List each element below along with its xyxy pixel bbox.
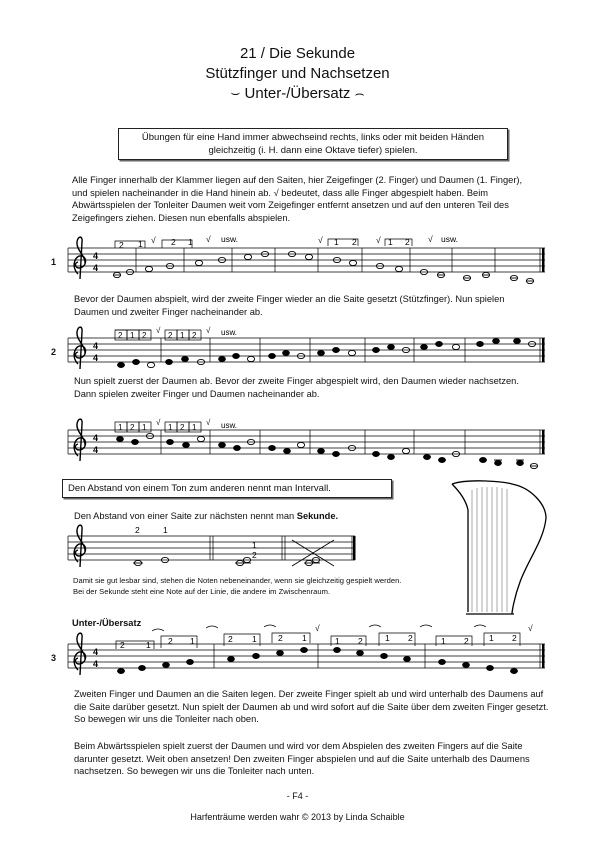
check-mark: √: [156, 418, 161, 427]
finger-number: 1: [138, 239, 143, 249]
staff-1: [68, 234, 545, 284]
finger-number: 2: [464, 636, 469, 646]
finger-number: 2: [352, 237, 357, 247]
time-signature: 4: [93, 659, 99, 669]
page-title: 21 / Die Sekunde: [239, 45, 356, 62]
check-mark: √: [151, 235, 156, 245]
staff-2b: [68, 418, 545, 469]
finger-number: 2: [168, 636, 173, 646]
small-note-text: Damit sie gut lesbar sind, stehen die Noten nebeneinander, wenn sie gleichzeitig gespielt werden. Bei der Sekunde steht eine Note auf der Linie, die andere im Zwischenraum.: [73, 576, 402, 596]
finger-number: 1: [168, 423, 173, 432]
instruction-box: Übungen für eine Hand immer abwechseind rechts, links oder mit beiden Händen gleichzeitig (i. H. dann eine Oktave tiefer) spielen.: [118, 128, 508, 160]
finger-number: 1: [130, 331, 135, 340]
finger-number: 2: [171, 237, 176, 247]
finger-number: 2: [512, 633, 517, 643]
finger-number: 1: [335, 636, 340, 646]
finger-number: 2: [180, 423, 185, 432]
time-signature: 4: [93, 263, 99, 273]
check-mark: √: [315, 623, 320, 633]
page-number: - F4 -: [286, 791, 309, 801]
check-mark: √: [428, 234, 433, 244]
finger-number: 2: [228, 634, 233, 644]
finger-number: 1: [385, 633, 390, 643]
row-number: 1: [51, 257, 57, 267]
finger-number: 1: [388, 237, 393, 247]
finger-number: 2: [135, 525, 140, 535]
time-signature: 4: [93, 341, 99, 351]
finger-number: 1: [252, 540, 257, 550]
row-number: 3: [51, 653, 57, 663]
finger-number: 2: [252, 550, 257, 560]
sekunde-bold: Sekunde.: [296, 511, 339, 521]
check-mark: √: [376, 235, 381, 245]
text-stuetzfinger: Bevor der Daumen abspielt, wird der zweite Finger wieder an die Saite gesetzt (Stützfinger). Nun spielen Daumen und zweiter Finger nacheinander ab.: [74, 294, 505, 317]
text-untersatz: Zweiten Finger und Daumen an die Saiten legen. Der zweite Finger spielt ab und wird unterhalb des Daumens auf die Saite darüber gesetzt. Nun spielt der Daumen ab und wird sofort auf die Saite über dem zweiten Finger gesetzt. So bewegen wir uns die Tonleiter nach oben.: [74, 689, 549, 725]
usw-label: usw.: [221, 234, 239, 244]
staff-sekunde: [68, 525, 356, 567]
finger-number: 1: [252, 634, 257, 644]
finger-number: 1: [142, 423, 147, 432]
finger-number: 2: [278, 633, 283, 643]
finger-number: 2: [405, 237, 410, 247]
finger-number: 1: [180, 331, 185, 340]
finger-number: 1: [192, 423, 197, 432]
page-subtitle-2: ⌣ Unter-/Übersatz ⌢: [230, 85, 365, 102]
text-abwaerts: Beim Abwärtsspielen spielt zuerst der Daumen und wird vor dem Abspielen des zweiten Fingers auf die Saite darunter gesetzt. Weit oben ansetzen! Den zweiten Finger abspielen und auf die Saite unterhalb des Daumens nachsetzen. So bewegen wir uns die Tonleiter nach unten.: [74, 741, 530, 777]
finger-number: 2: [142, 331, 147, 340]
finger-number: 1: [118, 423, 123, 432]
usw-label: usw.: [441, 234, 459, 244]
staff-2: [68, 326, 545, 369]
finger-number: 1: [190, 636, 195, 646]
finger-number: 2: [119, 240, 124, 250]
finger-number: 1: [146, 640, 151, 650]
staff-3: [68, 623, 545, 675]
intro-text: Alle Finger innerhalb der Klammer liegen auf den Saiten, hier Zeigefinger (2. Finger) und Daumen (1. Finger), und spielen nacheinander in die Hand hinein ab. √ bedeutet, dass alle Finger abgespielt haben. Beim Abwärtsspielen der Tonleiter Daumen weit vom Zeigefinger entfernt ansetzen und auf den unteren Teil des Zeigefingers ziehen. Diesen nun ebenfalls abspielen.: [72, 175, 523, 223]
finger-number: 1: [302, 633, 307, 643]
time-signature: 4: [93, 353, 99, 363]
finger-number: 1: [163, 525, 168, 535]
time-signature: 4: [93, 433, 99, 443]
unter-uebersatz-label: Unter-/Übersatz: [72, 618, 142, 628]
time-signature: 4: [93, 251, 99, 261]
finger-number: 2: [168, 331, 173, 340]
finger-number: 1: [334, 237, 339, 247]
check-mark: √: [206, 234, 211, 244]
finger-number: 2: [118, 331, 123, 340]
sekunde-prefix: Den Abstand von einer Saite zur nächsten nennt man: [74, 511, 297, 521]
finger-number: 1: [489, 633, 494, 643]
finger-number: 1: [441, 636, 446, 646]
finger-number: 2: [192, 331, 197, 340]
interval-box: Den Abstand von einem Ton zum anderen nennt man Intervall.: [62, 479, 392, 498]
page-subtitle: Stützfinger und Nachsetzen: [205, 65, 390, 82]
usw-label: usw.: [221, 421, 238, 430]
check-mark: √: [318, 235, 323, 245]
text-nachsetzen: Nun spielt zuerst der Daumen ab. Bevor der zweite Finger abgespielt wird, den Daumen wieder nachsetzen. Dann spielen zweiter Finger und Daumen nacheinander ab.: [74, 376, 519, 399]
finger-number: 2: [120, 640, 125, 650]
time-signature: 4: [93, 445, 99, 455]
finger-number: 2: [408, 633, 413, 643]
time-signature: 4: [93, 647, 99, 657]
check-mark: √: [528, 623, 533, 633]
footer: Harfenträume werden wahr © 2013 by Linda Schaible: [190, 812, 405, 822]
harp-illustration: [452, 481, 546, 614]
finger-number: 1: [188, 237, 193, 247]
finger-number: 2: [130, 423, 135, 432]
check-mark: √: [206, 418, 211, 427]
row-number: 2: [51, 347, 57, 357]
check-mark: √: [206, 326, 211, 335]
usw-label: usw.: [221, 328, 238, 337]
finger-number: 2: [358, 636, 363, 646]
check-mark: √: [156, 326, 161, 335]
